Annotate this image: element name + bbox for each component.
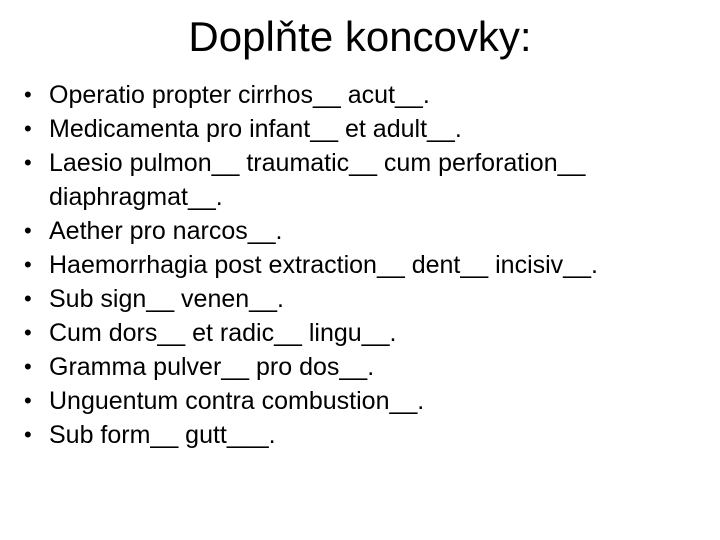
bullet-item-9 xyxy=(24,384,704,418)
bullet-item-10 xyxy=(24,418,704,452)
bullet-text: Laesio pulmon__ traumatic__ cum perforation__ diaphragmat__. xyxy=(49,149,586,211)
bullet-text: Medicamenta pro infant__ et adult__. xyxy=(49,115,462,143)
bullet-item-6 xyxy=(24,282,704,316)
bullet-text: Unguentum contra combustion__. xyxy=(49,387,425,415)
bullet-icon: • xyxy=(24,218,32,243)
bullet-text: Sub form__ gutt___. xyxy=(49,421,276,449)
bullet-icon: • xyxy=(24,388,32,413)
bullet-icon: • xyxy=(24,116,32,141)
bullet-text: Cum dors__ et radic__ lingu__. xyxy=(49,319,397,347)
bullet-text: Operatio propter cirrhos__ acut__. xyxy=(49,81,430,109)
bullet-icon: • xyxy=(24,422,32,447)
bullet-item-5 xyxy=(24,248,704,282)
bullet-item-2 xyxy=(24,112,704,146)
bullet-item-3 xyxy=(24,146,704,214)
bullet-icon: • xyxy=(24,252,32,277)
bullet-icon: • xyxy=(24,150,32,175)
bullet-list xyxy=(24,78,704,452)
bullet-icon: • xyxy=(24,82,32,107)
bullet-text: Sub sign__ venen__. xyxy=(49,285,284,313)
bullet-text: Aether pro narcos__. xyxy=(49,217,283,245)
bullet-icon: • xyxy=(24,286,32,311)
slide-title: Doplňte koncovky: xyxy=(188,13,532,60)
bullet-item-4 xyxy=(24,214,704,248)
bullet-text: Haemorrhagia post extraction__ dent__ incisiv__. xyxy=(49,251,598,279)
bullet-item-7 xyxy=(24,316,704,350)
bullet-item-8 xyxy=(24,350,704,384)
bullet-text: Gramma pulver__ pro dos__. xyxy=(49,353,375,381)
bullet-icon: • xyxy=(24,320,32,345)
bullet-item-1 xyxy=(24,78,704,112)
bullet-icon: • xyxy=(24,354,32,379)
